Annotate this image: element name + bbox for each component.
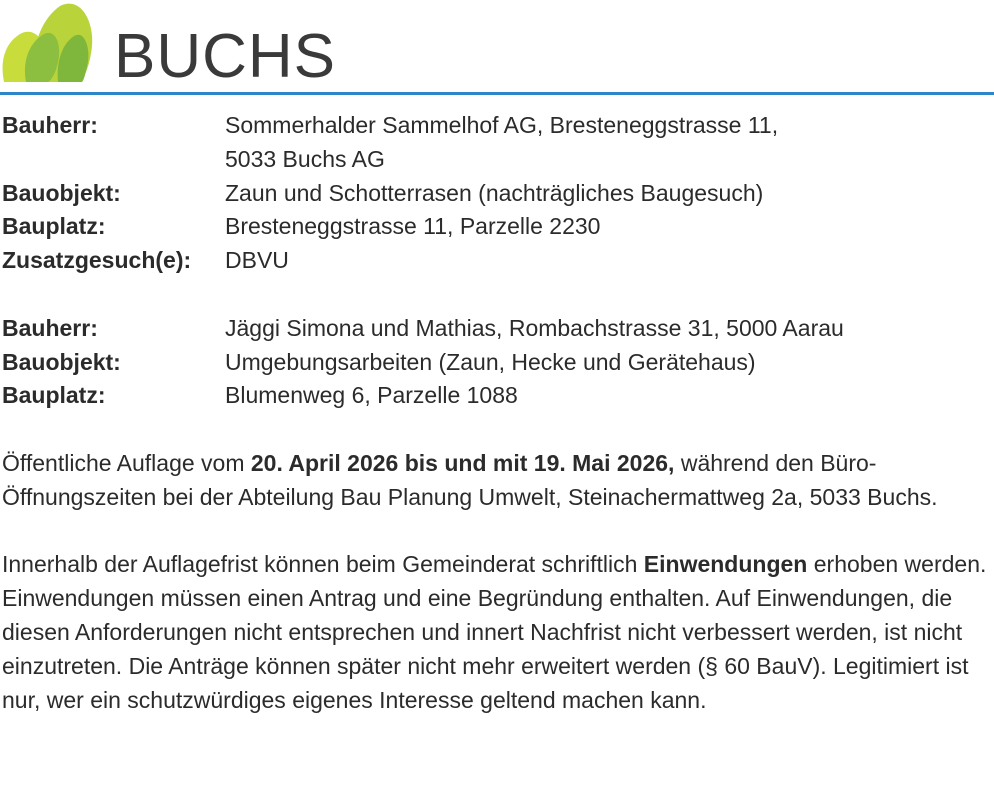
notice-dates: 20. April 2026 bis und mit 19. Mai 2026, — [250, 449, 675, 476]
field-value: Umgebungsarbeiten (Zaun, Hecke und Gerätehaus) — [225, 348, 756, 375]
field-label: Zusatzgesuch(e): — [2, 247, 192, 274]
objection-keyword: Einwendungen — [643, 551, 808, 578]
field-value: Zaun und Schotterrasen (nachträgliches Baugesuch) — [225, 179, 764, 206]
application-block-1 — [2, 109, 992, 278]
field-value: Blumenweg 6, Parzelle 1088 — [225, 382, 518, 409]
field-row — [2, 143, 992, 177]
field-value: Jäggi Simona und Mathias, Rombachstrasse 31, 5000 Aarau — [225, 314, 844, 341]
objection-text-post: erhoben werden. Einwendungen müssen einen Antrag und eine Begründung enthalten. Auf Einwendungen, die diesen Anforderungen nicht entsprechen und innert Nachfrist nicht verbessert werden, ist nicht einzutreten. Die Anträge können später nicht mehr erweitert werden (§ 60 BauV). Legitimiert ist nur, wer ein schutzwürdiges eigenes Interesse geltend machen kann. — [2, 551, 987, 713]
objection-text-pre: Innerhalb der Auflagefrist können beim Gemeinderat schriftlich — [2, 551, 644, 578]
notice-text-pre: Öffentliche Auflage vom — [2, 449, 251, 476]
field-row — [2, 346, 992, 380]
field-value: Bresteneggstrasse 11, Parzelle 2230 — [225, 213, 601, 240]
notice-text-post: während den Büro-Öffnungszeiten bei der Abteilung Bau Planung Umwelt, Steinachermattweg 2a, 5033 Buchs. — [2, 449, 938, 510]
field-label — [2, 143, 225, 177]
field-label: Bauobjekt: — [2, 348, 121, 375]
brand-wordmark: BUCHS — [114, 22, 337, 91]
notice-content — [2, 109, 992, 751]
field-row — [2, 244, 992, 278]
field-row — [2, 210, 992, 244]
field-label: Bauplatz: — [2, 382, 106, 409]
field-label: Bauplatz: — [2, 213, 106, 240]
application-block-2 — [2, 312, 992, 413]
public-display-paragraph — [2, 447, 992, 515]
field-value: DBVU — [225, 247, 289, 274]
page-header — [0, 0, 994, 95]
objection-paragraph — [2, 548, 992, 717]
field-label: Bauherr: — [2, 112, 98, 138]
field-row — [2, 379, 992, 413]
field-label: Bauobjekt: — [2, 179, 121, 206]
field-row — [2, 312, 992, 346]
field-row — [2, 177, 992, 211]
buchs-logo-leaves-icon — [0, 0, 95, 85]
field-value: Sommerhalder Sammelhof AG, Bresteneggstrasse 11, — [225, 112, 779, 138]
field-label: Bauherr: — [2, 314, 98, 341]
field-value: 5033 Buchs AG — [225, 145, 385, 172]
header-rule — [0, 92, 994, 95]
field-row — [2, 109, 992, 143]
